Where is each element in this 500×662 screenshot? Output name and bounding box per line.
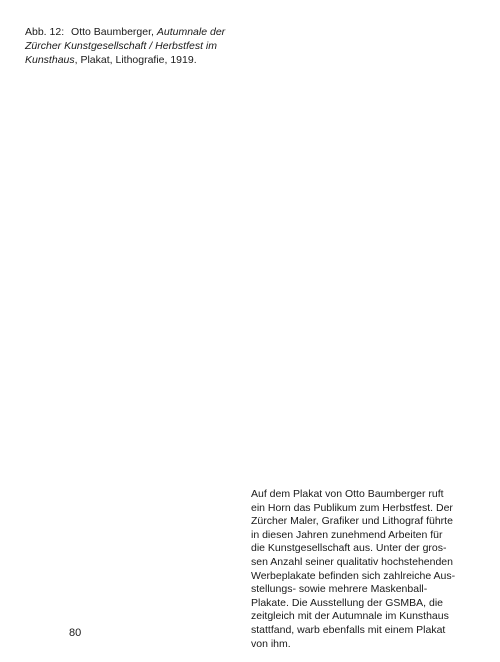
caption-details: , Plakat, Lithografie, 1919. bbox=[74, 54, 197, 66]
body-line: in diesen Jahren zunehmend Arbeiten für bbox=[251, 528, 443, 541]
body-line: stellungs- sowie mehrere Maskenball- bbox=[251, 583, 428, 596]
body-paragraph bbox=[251, 488, 456, 651]
caption-author: Otto Baumberger, bbox=[71, 26, 154, 38]
body-line: Werbeplakate befinden sich zahlreiche Aus- bbox=[251, 569, 456, 582]
body-line: Zürcher Maler, Grafiker und Lithograf führte bbox=[251, 515, 453, 528]
body-line: Auf dem Plakat von Otto Baumberger ruft bbox=[251, 488, 444, 500]
body-line: ein Horn das Publikum zum Herbstfest. Der bbox=[251, 501, 453, 514]
body-line: stattfand, warb ebenfalls mit einem Plakat bbox=[251, 623, 446, 636]
caption-work-title: Autumnale der Zürcher Kunstgesellschaft / Herbstfest im Kunsthaus bbox=[25, 26, 226, 66]
page-number: 80 bbox=[69, 627, 82, 639]
figure-label: Abb. 12: bbox=[25, 26, 65, 38]
figure-caption bbox=[25, 25, 245, 67]
body-line: die Kunstgesellschaft aus. Unter der gros- bbox=[251, 542, 447, 555]
body-line: zeitgleich mit der Autumnale im Kunsthaus bbox=[251, 610, 449, 623]
body-line: Plakate. Die Ausstellung der GSMBA, die bbox=[251, 596, 444, 609]
body-line: sen Anzahl seiner qualitativ hochstehenden bbox=[251, 555, 453, 568]
body-line: von ihm. bbox=[251, 637, 291, 650]
